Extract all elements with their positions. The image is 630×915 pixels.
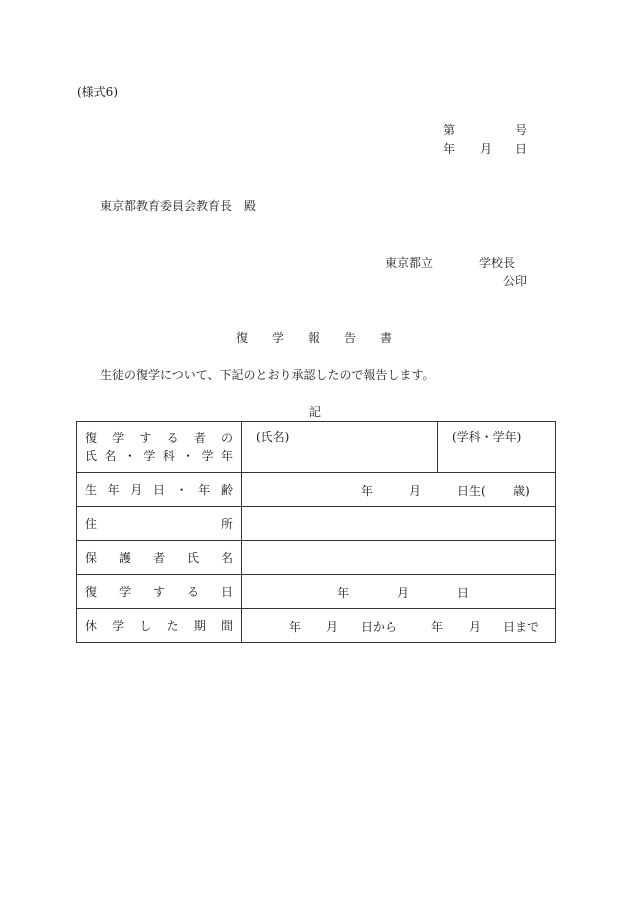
to-month-label: 月 — [469, 620, 482, 634]
label-char: ・ — [182, 449, 195, 463]
label-char: 年 — [220, 449, 233, 463]
title-char: 報 — [307, 331, 320, 345]
label-char: 者 — [193, 431, 206, 445]
label-char: 名 — [104, 449, 117, 463]
return-date-field[interactable] — [242, 575, 556, 609]
return-year-label: 年 — [337, 586, 350, 600]
name-field[interactable] — [242, 422, 438, 473]
label-char: 学 — [143, 449, 156, 463]
label-char: ・ — [175, 482, 188, 497]
label-address — [77, 507, 242, 541]
ki-label: 記 — [309, 405, 322, 419]
addressee: 東京都教育委員会教育長 殿 — [100, 199, 257, 213]
intro-text: 生徒の復学について、下記のとおり承認したので報告します。 — [100, 368, 435, 382]
table-row — [77, 422, 556, 473]
label-char: る — [166, 431, 179, 445]
label-return-date — [77, 575, 242, 609]
label-char: 年 — [198, 482, 211, 497]
label-char: 日 — [152, 482, 165, 497]
label-char: る — [186, 584, 199, 599]
label-char: 復 — [85, 431, 98, 445]
report-table — [76, 421, 556, 643]
birth-year-label: 年 — [361, 484, 374, 498]
table-row — [77, 541, 556, 575]
birthdate-field[interactable] — [242, 473, 556, 507]
department-field[interactable] — [438, 422, 556, 473]
header-day: 日 — [515, 142, 528, 156]
label-char: 保 — [85, 550, 98, 565]
title-char: 告 — [343, 331, 356, 345]
label-char: 月 — [130, 482, 143, 497]
label-char: 氏 — [85, 449, 98, 463]
label-char: 生 — [85, 482, 98, 497]
label-char: 住 — [85, 516, 98, 531]
label-char: た — [166, 618, 179, 633]
label-char: 学 — [112, 618, 125, 633]
label-char: 休 — [85, 618, 98, 633]
label-char: し — [139, 618, 152, 633]
label-char: 所 — [220, 516, 233, 531]
from-day-label: 日から — [361, 620, 398, 634]
label-char: す — [152, 584, 165, 599]
label-char: 学 — [112, 431, 125, 445]
label-leave-period — [77, 609, 242, 643]
age-label: 歳) — [513, 484, 530, 498]
label-char: 学 — [201, 449, 214, 463]
header-month: 月 — [480, 142, 493, 156]
label-char: ・ — [123, 449, 136, 463]
birth-day-label: 日生( — [457, 484, 486, 498]
school-prefix: 東京都立 — [385, 256, 434, 270]
label-char: 科 — [162, 449, 175, 463]
department-field-label: (学科・学年) — [452, 430, 522, 444]
name-field-label: (氏名) — [256, 430, 290, 444]
from-month-label: 月 — [326, 620, 339, 634]
table-row — [77, 575, 556, 609]
seal: 公印 — [503, 274, 528, 288]
label-char: 期 — [193, 618, 206, 633]
table-row — [77, 473, 556, 507]
title-char: 学 — [271, 331, 284, 345]
label-char: 者 — [152, 550, 165, 565]
label-char: 年 — [107, 482, 120, 497]
to-year-label: 年 — [431, 620, 444, 634]
label-birthdate — [77, 473, 242, 507]
birth-month-label: 月 — [409, 484, 422, 498]
document-title — [236, 331, 392, 345]
school-head: 学校長 — [479, 256, 516, 270]
header-dai: 第 — [443, 123, 456, 137]
label-char: 齢 — [220, 482, 233, 497]
table-row — [77, 507, 556, 541]
return-month-label: 月 — [397, 586, 410, 600]
table-row — [77, 609, 556, 643]
title-char: 復 — [236, 331, 249, 345]
form-number: (様式6) — [77, 85, 118, 99]
leave-period-field[interactable] — [242, 609, 556, 643]
label-char: の — [220, 431, 233, 445]
label-char: 護 — [118, 550, 131, 565]
label-char: 間 — [220, 618, 233, 633]
label-student — [77, 422, 242, 473]
label-char: 学 — [118, 584, 131, 599]
label-guardian — [77, 541, 242, 575]
label-char: 名 — [220, 550, 233, 565]
return-day-label: 日 — [457, 586, 470, 600]
title-char: 書 — [379, 331, 392, 345]
header-go: 号 — [515, 123, 528, 137]
from-year-label: 年 — [289, 620, 302, 634]
guardian-field[interactable] — [242, 541, 556, 575]
to-day-label: 日まで — [503, 620, 540, 634]
label-char: す — [139, 431, 152, 445]
label-char: 復 — [85, 584, 98, 599]
label-char: 日 — [220, 584, 233, 599]
header-year: 年 — [443, 142, 456, 156]
label-char: 氏 — [186, 550, 199, 565]
address-field[interactable] — [242, 507, 556, 541]
